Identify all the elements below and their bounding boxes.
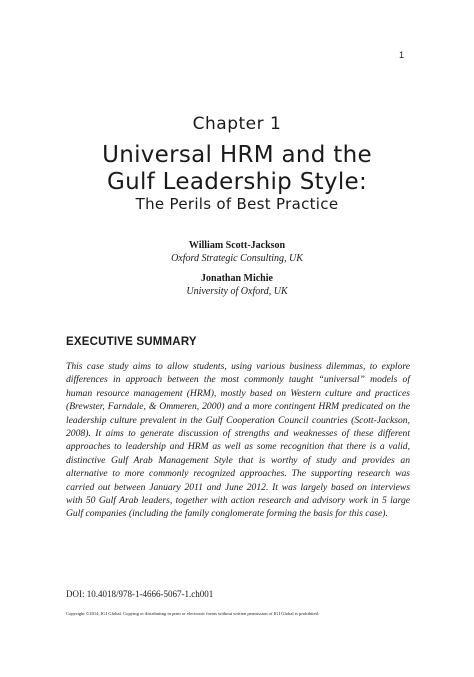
author-affiliation: University of Oxford, UK	[186, 286, 288, 297]
author-name: William Scott-Jackson	[188, 240, 286, 251]
author-name: Jonathan Michie	[201, 273, 273, 284]
page-number: 1	[398, 50, 404, 60]
chapter-title	[0, 142, 474, 196]
chapter-label: Chapter 1	[192, 114, 282, 134]
author-affiliation: Oxford Strategic Consulting, UK	[171, 253, 303, 264]
executive-summary-text: This case study aims to allow students, using various business dilemmas, to explore differences in approach between the most commonly taught “universal” models of human resource management (HRM), mostly based on Western culture and practices (Brewster, Farndale, & Ommeren, 2000) and a more contingent HRM predicated on the leadership culture prevalent in the Gulf Cooperation Council countries (Scott-Jackson, 2008). It aims to generate discussion of strengths and weaknesses of these different approaches to leadership and HRM as well as some recognition that there is a valid, distinctive Gulf Arab Management Style that is worthy of study and provides an alternative to more commonly recognized approaches. The supporting research was carried out between January 2011 and June 2012. It was largely based on interviews with 50 Gulf Arab leaders, together with action research and advisory work in 5 large Gulf companies (including the family conglomerate forming the basis for this case).	[66, 361, 410, 520]
doi: DOI: 10.4018/978-1-4666-5067-1.ch001	[66, 589, 214, 599]
title-line-2: Gulf Leadership Style:	[106, 169, 368, 195]
author-block	[0, 239, 474, 265]
author-block	[0, 272, 474, 298]
copyright-notice: Copyright ©2014, IGI Global. Copying or distributing in print or electronic forms without written permission of IGI Global is prohibited.	[66, 611, 320, 616]
executive-summary-heading: EXECUTIVE SUMMARY	[66, 336, 197, 348]
title-line-1: Universal HRM and the	[102, 142, 372, 168]
chapter-subtitle: The Perils of Best Practice	[135, 195, 339, 213]
